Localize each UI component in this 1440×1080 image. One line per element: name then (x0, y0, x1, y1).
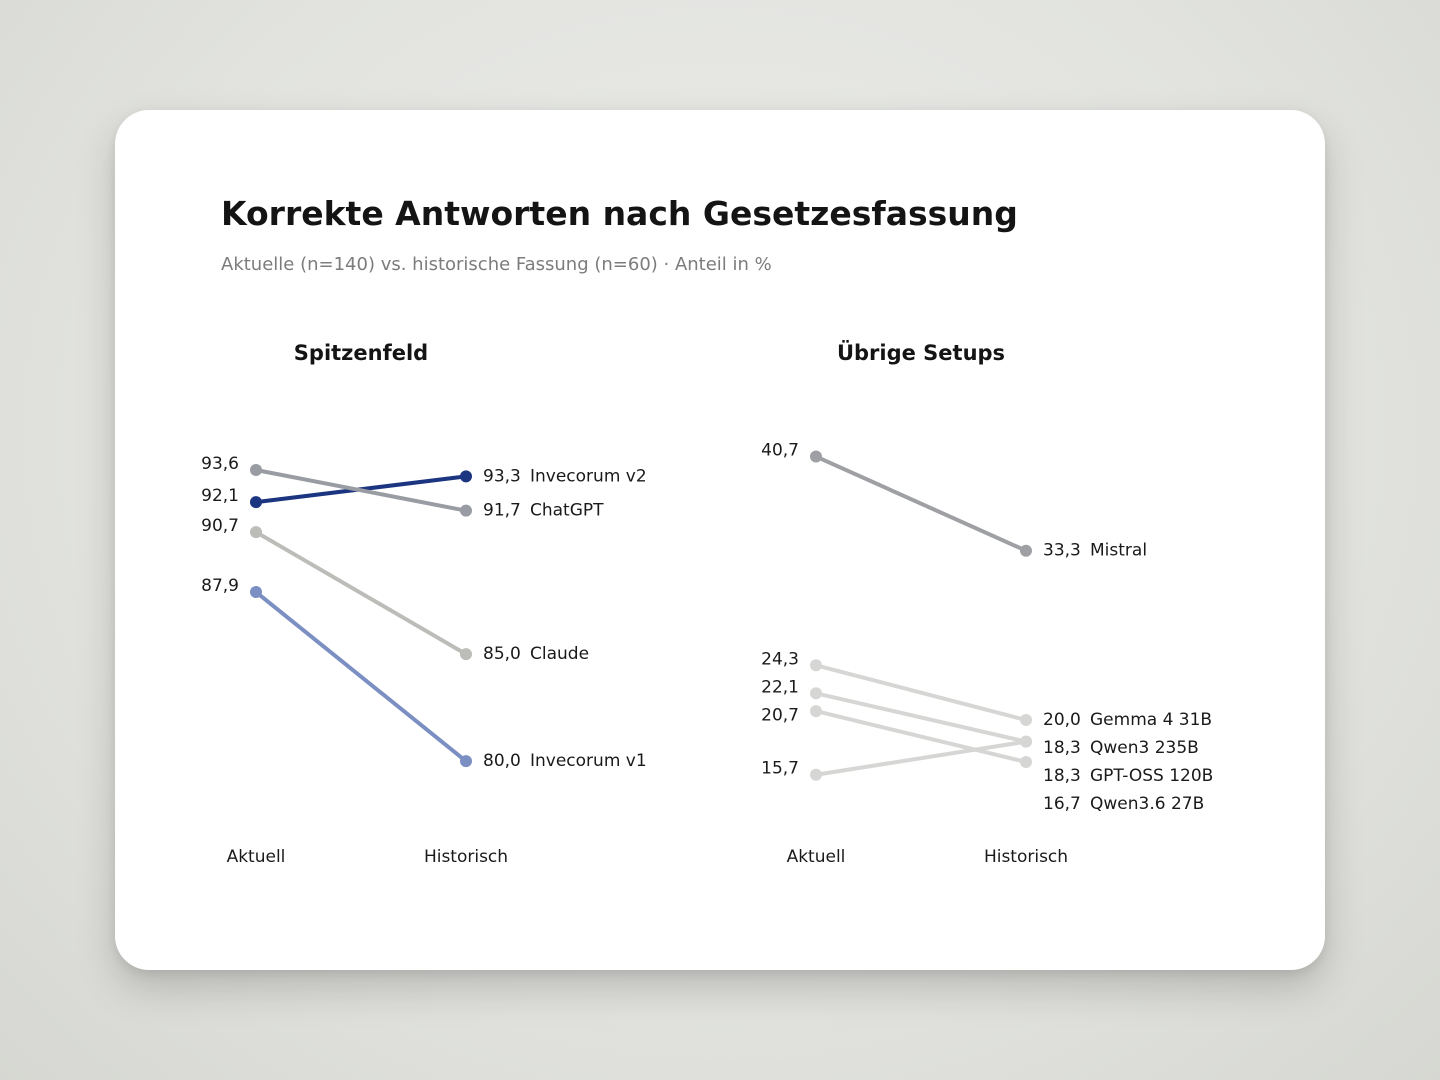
series-name-label: Claude (530, 644, 590, 665)
series-line (816, 457, 1026, 551)
data-label-aktuell: 92,1 (201, 486, 239, 507)
chart-title: Korrekte Antworten nach Gesetzesfassung (221, 194, 1018, 233)
series-invecorum-v1 (250, 586, 472, 767)
panel-uebrige-setups (761, 340, 1213, 867)
data-point-historisch (1020, 736, 1032, 748)
data-point-aktuell (250, 586, 262, 598)
series-name-label: GPT-OSS 120B (1090, 766, 1214, 786)
data-point-aktuell (250, 526, 262, 538)
panel-spitzenfeld (201, 341, 647, 867)
series-line (816, 665, 1026, 720)
data-point-historisch (460, 648, 472, 660)
data-label-historisch: 16,7 (1043, 794, 1081, 814)
data-label-historisch: 18,3 (1043, 738, 1081, 758)
data-point-historisch (460, 470, 472, 482)
x-tick-label-historisch: Historisch (423, 847, 509, 867)
data-point-aktuell (810, 451, 822, 463)
series-name-label: Qwen3 235B (1090, 738, 1199, 758)
data-point-historisch (1020, 756, 1032, 768)
x-tick-label-historisch: Historisch (983, 847, 1069, 867)
data-label-aktuell: 87,9 (201, 576, 239, 597)
data-point-aktuell (250, 496, 262, 508)
chart-card (115, 110, 1325, 970)
data-label-aktuell: 15,7 (761, 758, 799, 779)
series-name-label: Qwen3.6 27B (1090, 794, 1205, 814)
data-label-historisch: 80,0 (483, 751, 521, 772)
series-name-label: ChatGPT (530, 500, 604, 521)
series-gpt-oss-120b (810, 736, 1032, 781)
data-point-aktuell (250, 464, 262, 476)
series-line (256, 532, 466, 654)
data-label-historisch: 18,3 (1043, 766, 1081, 786)
series-mistral (810, 451, 1032, 557)
panel-title: Spitzenfeld (293, 341, 429, 365)
data-label-aktuell: 40,7 (761, 440, 799, 461)
data-label-historisch: 91,7 (483, 500, 521, 521)
slope-chart (115, 110, 1325, 970)
data-label-aktuell: 20,7 (761, 705, 799, 726)
series-claude (250, 526, 472, 660)
data-label-historisch: 93,3 (483, 466, 521, 487)
series-name-label: Gemma 4 31B (1090, 710, 1213, 730)
data-label-historisch: 85,0 (483, 644, 521, 665)
series-name-label: Invecorum v2 (530, 466, 647, 487)
chart-subtitle: Aktuelle (n=140) vs. historische Fassung (n=60) · Anteil in % (221, 254, 772, 275)
series-chatgpt (250, 464, 472, 517)
data-point-historisch (1020, 545, 1032, 557)
panel-title: Übrige Setups (836, 341, 1006, 365)
data-point-historisch (460, 505, 472, 517)
data-point-aktuell (810, 659, 822, 671)
series-name-label: Mistral (1090, 540, 1148, 561)
series-name-label: Invecorum v1 (530, 751, 647, 772)
data-label-aktuell: 93,6 (201, 453, 239, 474)
series-line (256, 592, 466, 761)
data-point-aktuell (810, 705, 822, 717)
data-point-historisch (1020, 714, 1032, 726)
data-point-aktuell (810, 769, 822, 781)
series-line (816, 742, 1026, 775)
data-point-aktuell (810, 687, 822, 699)
data-label-historisch: 20,0 (1043, 710, 1081, 730)
data-label-historisch: 33,3 (1043, 540, 1081, 561)
x-tick-label-aktuell: Aktuell (786, 847, 846, 867)
data-label-aktuell: 24,3 (761, 649, 799, 670)
x-tick-label-aktuell: Aktuell (226, 847, 286, 867)
data-label-aktuell: 90,7 (201, 516, 239, 537)
series-line (256, 470, 466, 511)
data-point-historisch (460, 755, 472, 767)
data-label-aktuell: 22,1 (761, 677, 799, 698)
